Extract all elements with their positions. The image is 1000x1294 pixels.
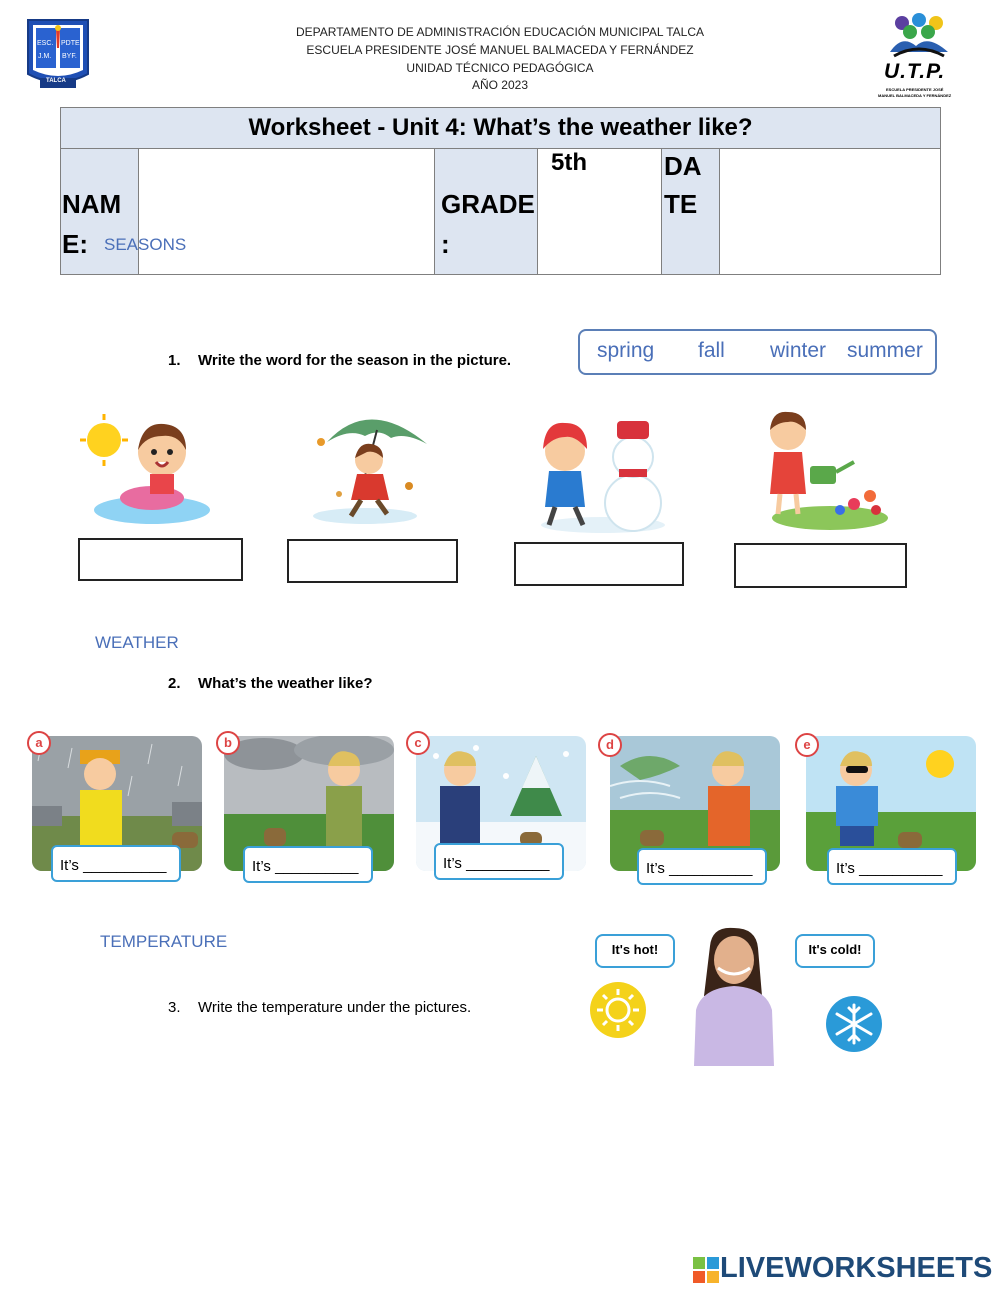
weather-letter-badge: a (27, 731, 51, 755)
weather-answer-box-c[interactable]: It’s __________ (434, 843, 564, 880)
weather-letter-badge: e (795, 733, 819, 757)
weather-answer-box-e[interactable]: It’s __________ (827, 848, 957, 885)
word-bank-item: winter (770, 339, 827, 362)
speech-bubble-hot: It's hot! (595, 934, 675, 968)
name-label-2: E: (62, 229, 88, 259)
fall-girl-umbrella-illustration (305, 402, 435, 527)
weather-letter-badge: c (406, 731, 430, 755)
section-temperature: TEMPERATURE (100, 932, 228, 951)
utp-subtitle-1: ESCUELA PRESIDENTE JOSÉ (886, 87, 944, 92)
header-line-2: ESCUELA PRESIDENTE JOSÉ MANUEL BALMACEDA Y FERNÁNDEZ (306, 43, 694, 57)
date-field[interactable] (720, 149, 941, 275)
header-line-3: UNIDAD TÉCNICO PEDAGÓGICA (406, 61, 594, 75)
weather-letter-badge: b (216, 731, 240, 755)
name-label-cell (61, 149, 139, 275)
speech-bubble-cold: It's cold! (795, 934, 875, 968)
grade-value: 5th (551, 149, 587, 176)
q2-number: 2. (168, 675, 181, 692)
smiling-girl-photo (688, 926, 778, 1066)
winter-girl-snowman-illustration (535, 415, 670, 535)
word-bank-item: fall (698, 339, 725, 362)
summer-girl-pool-illustration (80, 410, 210, 528)
section-weather: WEATHER (95, 633, 179, 652)
utp-subtitle-2: MANUEL BALMACEDA Y FERNÁNDEZ (878, 93, 952, 98)
weather-answer-box-a[interactable]: It’s __________ (51, 845, 181, 882)
crest-text-bl: J.M. (38, 53, 52, 60)
season-answer-box-3[interactable] (514, 542, 684, 586)
weather-answer-box-d[interactable]: It’s __________ (637, 848, 767, 885)
date-label-1: DA (664, 151, 702, 181)
header-line-4: AÑO 2023 (471, 78, 529, 92)
crest-text-bottom: TALCA (46, 78, 66, 84)
grade-label-cell (435, 149, 538, 275)
weather-letter-badge: d (598, 733, 622, 757)
q3-number: 3. (168, 999, 181, 1016)
grade-label-2: : (441, 229, 450, 259)
word-bank-item: spring (597, 339, 655, 362)
utp-title: U.T.P. (884, 60, 946, 83)
hot-sun-icon (589, 981, 647, 1039)
grade-value-cell (538, 149, 662, 275)
name-field[interactable] (139, 149, 435, 275)
season-answer-box-2[interactable] (287, 539, 458, 583)
student-info-table (60, 107, 941, 275)
word-bank-item: summer (847, 339, 923, 362)
liveworksheets-logo-icon (693, 1257, 719, 1283)
grade-label-1: GRADE (441, 189, 535, 219)
date-label-2: TE (664, 189, 698, 219)
q1-number: 1. (168, 352, 181, 369)
q2-text: What’s the weather like? (198, 675, 373, 692)
date-label-cell (662, 149, 720, 275)
section-seasons: SEASONS (104, 235, 187, 254)
spring-girl-watering-flowers-illustration (758, 410, 888, 535)
crest-text-br: BYF. (62, 53, 77, 60)
cold-snowflake-icon (825, 995, 883, 1053)
season-answer-box-4[interactable] (734, 543, 907, 588)
q3-text: Write the temperature under the pictures. (198, 999, 472, 1016)
weather-answer-box-b[interactable]: It’s __________ (243, 846, 373, 883)
season-answer-box-1[interactable] (78, 538, 243, 581)
header-line-1: DEPARTAMENTO DE ADMINISTRACIÓN EDUCACIÓN MUNICIPAL TALCA (295, 25, 705, 39)
utp-logo (876, 12, 962, 102)
liveworksheets-brand[interactable]: LIVEWORKSHEETS (720, 1252, 993, 1284)
crest-text-tl: ESC. (37, 40, 54, 47)
worksheet-title: Worksheet - Unit 4: What’s the weather like? (61, 108, 941, 149)
q1-text: Write the word for the season in the picture. (198, 352, 512, 369)
word-bank (578, 329, 937, 375)
name-label-1: NAM (62, 189, 122, 219)
crest-text-tr: PDTE. (61, 40, 82, 47)
